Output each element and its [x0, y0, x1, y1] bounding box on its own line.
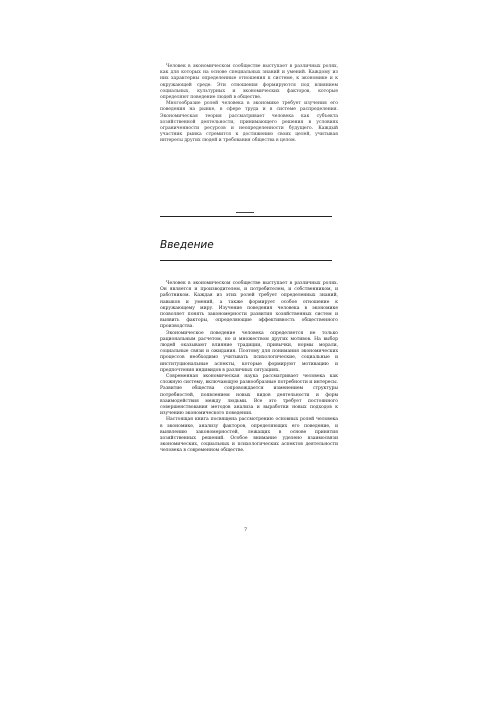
- body-paragraph: Настоящая книга посвящена рассмотрению основных ролей человека в экономике, анализу факторов, определяющих его поведение, и выявлению закономерностей, лежащих в основе принятия хозяйственных решений. Особое внимание уделено взаимосвязи экономических, социальных и психологических аспектов деятельности человека в современном обществе.: [160, 417, 338, 454]
- body-text-block: [160, 281, 338, 455]
- body-paragraph: Человек в экономическом сообществе выступает в различных ролях. Он является и производителем, и потребителем, и собственником, и работником. Каждая из этих ролей требует определенных знаний, навыков и умений, а также формирует особое отношение к окружающему миру. Изучение поведения человека в экономике позволяет понять закономерности развития хозяйственных систем и выявить факторы, определяющие эффективность общественного производства.: [160, 281, 338, 330]
- body-paragraph: Экономическое поведение человека определяется не только рациональным расчетом, но и множеством других мотивов. На выбор людей оказывают влияние традиции, привычки, нормы морали, социальные связи и ожидания. Поэтому для понимания экономических процессов необходимо учитывать психологические, социальные и институциональные аспекты, которые формируют мотивацию и предпочтения индивидов в различных ситуациях.: [160, 330, 338, 373]
- section-divider: [160, 216, 332, 217]
- page-number: 7: [244, 527, 248, 533]
- top-text-block: [160, 64, 338, 145]
- section-divider-tick: [236, 212, 254, 213]
- top-paragraph: Человек в экономическом сообществе выступает в различных ролях, как для которых на основе специальных знаний и умений. Каждому из них характерны определенные отношения к системе, к экономике и к окружающей среде. Эти отношения формируются под влиянием социальных, культурных и экономических факторов, которые определяют поведение людей в обществе.: [160, 64, 338, 101]
- body-paragraph: Современная экономическая наука рассматривает человека как сложную систему, включающую разнообразные потребности и интересы. Развитие общества сопровождается изменением структуры потребностей, появлением новых видов деятельности и форм взаимодействия между людьми. Все это требует постоянного совершенствования методов анализа и выработки новых подходов к изучению экономического поведения.: [160, 374, 338, 417]
- top-paragraph: Многообразие ролей человека в экономике требует изучения его поведения на рынке, в сфере труда и в системе распределения. Экономическая теория рассматривает человека как субъекта хозяйственной деятельности, принимающего решения в условиях ограниченности ресурсов и неопределенности будущего. Каждый участник рынка стремится к достижению своих целей, учитывая интересы других людей и требования общества в целом.: [160, 101, 338, 144]
- chapter-heading: Введение: [160, 239, 214, 251]
- heading-rule: [160, 260, 332, 261]
